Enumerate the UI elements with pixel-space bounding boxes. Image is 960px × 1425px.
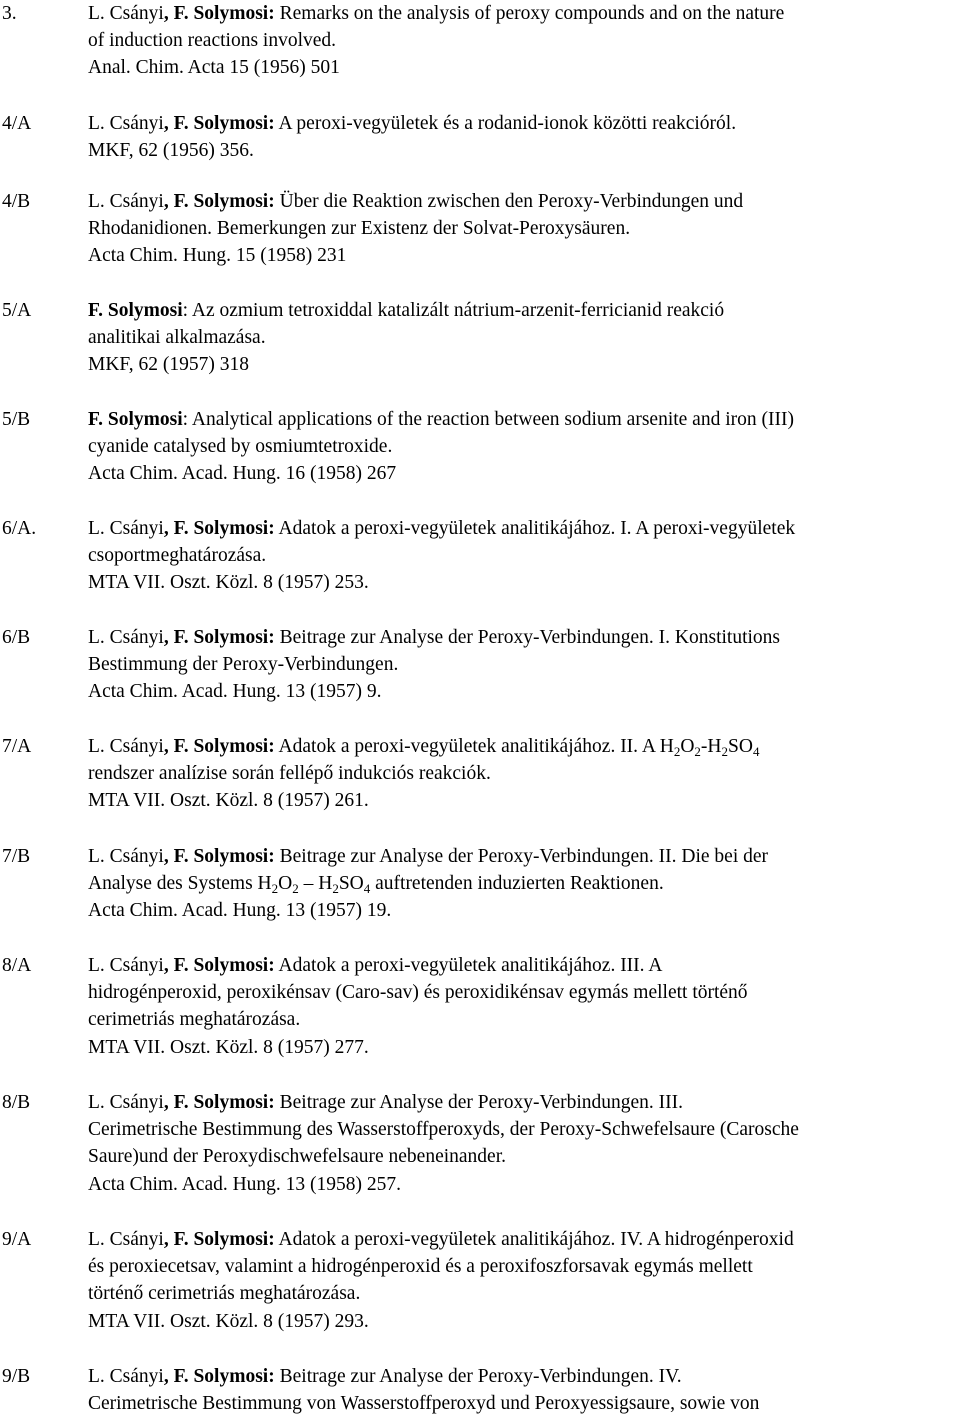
reference-line: Acta Chim. Acad. Hung. 13 (1957) 9. bbox=[88, 681, 382, 703]
reference-line: L. Csányi, F. Solymosi: Adatok a peroxi-vegyületek analitikájához. I. A peroxi-vegyületek bbox=[88, 518, 796, 539]
reference-line: Anal. Chim. Acta 15 (1956) 501 bbox=[88, 57, 340, 79]
reference-line: L. Csányi, F. Solymosi: Adatok a peroxi-vegyületek analitikájához. IV. A hidrogénperoxid bbox=[88, 1229, 794, 1250]
reference-text bbox=[88, 843, 960, 925]
reference-text bbox=[88, 406, 960, 488]
reference-text bbox=[88, 1089, 960, 1198]
reference-line: Cerimetrische Bestimmung des Wasserstoffperoxyds, der Peroxy-Schwefelsaure (Carosche bbox=[88, 1119, 799, 1141]
reference-number: 9/B bbox=[2, 1366, 31, 1387]
reference-line: L. Csányi, F. Solymosi: Über die Reaktion zwischen den Peroxy-Verbindungen und bbox=[88, 191, 744, 212]
reference-number: 6/B bbox=[2, 627, 31, 648]
reference-number: 3. bbox=[2, 3, 17, 24]
reference-text bbox=[88, 952, 960, 1061]
reference-line: MTA VII. Oszt. Közl. 8 (1957) 277. bbox=[88, 1036, 369, 1058]
reference-text bbox=[88, 110, 960, 164]
reference-line: hidrogénperoxid, peroxikénsav (Caro-sav) és peroxidikénsav egymás mellett történő bbox=[88, 982, 748, 1004]
reference-number: 5/A bbox=[2, 300, 32, 321]
reference-number: 7/B bbox=[2, 846, 31, 867]
reference-line: L. Csányi, F. Solymosi: Beitrage zur Analyse der Peroxy-Verbindungen. II. Die bei der bbox=[88, 846, 769, 867]
reference-line: és peroxiecetsav, valamint a hidrogénperoxid és a peroxifoszforsavak egymás mellett bbox=[88, 1256, 753, 1278]
reference-line: rendszer analízise során fellépő indukciós reakciók. bbox=[88, 763, 491, 785]
reference-number: 9/A bbox=[2, 1229, 32, 1250]
reference-number: 4/B bbox=[2, 191, 31, 212]
reference-line: F. Solymosi: Analytical applications of the reaction between sodium arsenite and iron (III) bbox=[88, 409, 794, 430]
reference-number: 8/A bbox=[2, 955, 32, 976]
reference-text bbox=[88, 1363, 960, 1417]
reference-line: Bestimmung der Peroxy-Verbindungen. bbox=[88, 654, 399, 676]
reference-number: 4/A bbox=[2, 113, 32, 134]
reference-text bbox=[88, 1226, 960, 1335]
reference-line: F. Solymosi: Az ozmium tetroxiddal katalizált nátrium-arzenit-ferricianid reakció bbox=[88, 300, 725, 321]
reference-line: csoportmeghatározása. bbox=[88, 545, 267, 567]
reference-number: 7/A bbox=[2, 736, 32, 757]
reference-text bbox=[88, 0, 960, 82]
reference-line: L. Csányi, F. Solymosi: Remarks on the analysis of peroxy compounds and on the nature bbox=[88, 3, 785, 24]
reference-line: of induction reactions involved. bbox=[88, 30, 337, 52]
reference-line: Analyse des Systems $H_2O_2 - H_2SO_4$ auftretenden induzierten Reaktionen. bbox=[88, 873, 664, 897]
reference-line: L. Csányi, F. Solymosi: A peroxi-vegyületek és a rodanid-ionok közötti reakcióról. bbox=[88, 113, 737, 134]
reference-line: L. Csányi, F. Solymosi: Adatok a peroxi-vegyületek analitikájához. III. A bbox=[88, 955, 663, 976]
reference-line: analitikai alkalmazása. bbox=[88, 327, 266, 349]
reference-text bbox=[88, 515, 960, 597]
reference-line: történő cerimetriás meghatározása. bbox=[88, 1283, 361, 1305]
reference-number: 8/B bbox=[2, 1092, 31, 1113]
reference-line: Acta Chim. Acad. Hung. 13 (1958) 257. bbox=[88, 1173, 402, 1195]
reference-line: Rhodanidionen. Bemerkungen zur Existenz der Solvat-Peroxysäuren. bbox=[88, 218, 631, 240]
reference-line: Saure)und der Peroxydischwefelsaure nebeneinander. bbox=[88, 1146, 507, 1168]
reference-text bbox=[88, 188, 960, 270]
reference-text bbox=[88, 297, 960, 379]
reference-line: Acta Chim. Acad. Hung. 16 (1958) 267 bbox=[88, 463, 397, 485]
reference-line: Acta Chim. Acad. Hung. 13 (1957) 19. bbox=[88, 900, 392, 922]
reference-number: 5/B bbox=[2, 409, 31, 430]
reference-line: MTA VII. Oszt. Közl. 8 (1957) 293. bbox=[88, 1310, 369, 1332]
reference-line: MTA VII. Oszt. Közl. 8 (1957) 261. bbox=[88, 790, 369, 812]
reference-line: cerimetriás meghatározása. bbox=[88, 1009, 301, 1031]
reference-text bbox=[88, 733, 960, 815]
reference-line: Cerimetrische Bestimmung von Wasserstoffperoxyd und Peroxyessigsaure, sowie von bbox=[88, 1393, 760, 1415]
reference-line: Acta Chim. Hung. 15 (1958) 231 bbox=[88, 245, 347, 267]
reference-text bbox=[88, 624, 960, 706]
reference-line: MKF, 62 (1957) 318 bbox=[88, 354, 249, 376]
reference-line: cyanide catalysed by osmiumtetroxide. bbox=[88, 436, 393, 458]
reference-line: MKF, 62 (1956) 356. bbox=[88, 140, 254, 162]
reference-line: L. Csányi, F. Solymosi: Beitrage zur Analyse der Peroxy-Verbindungen. I. Konstitutions bbox=[88, 627, 781, 648]
reference-line: L. Csányi, F. Solymosi: Beitrage zur Analyse der Peroxy-Verbindungen. IV. bbox=[88, 1366, 682, 1387]
reference-line: L. Csányi, F. Solymosi: Adatok a peroxi-vegyületek analitikájához. II. A $H_2O_2-H_2SO_4$ bbox=[88, 736, 760, 759]
reference-line: MTA VII. Oszt. Közl. 8 (1957) 253. bbox=[88, 572, 369, 594]
reference-line: L. Csányi, F. Solymosi: Beitrage zur Analyse der Peroxy-Verbindungen. III. bbox=[88, 1092, 684, 1113]
reference-number: 6/A. bbox=[2, 518, 37, 539]
